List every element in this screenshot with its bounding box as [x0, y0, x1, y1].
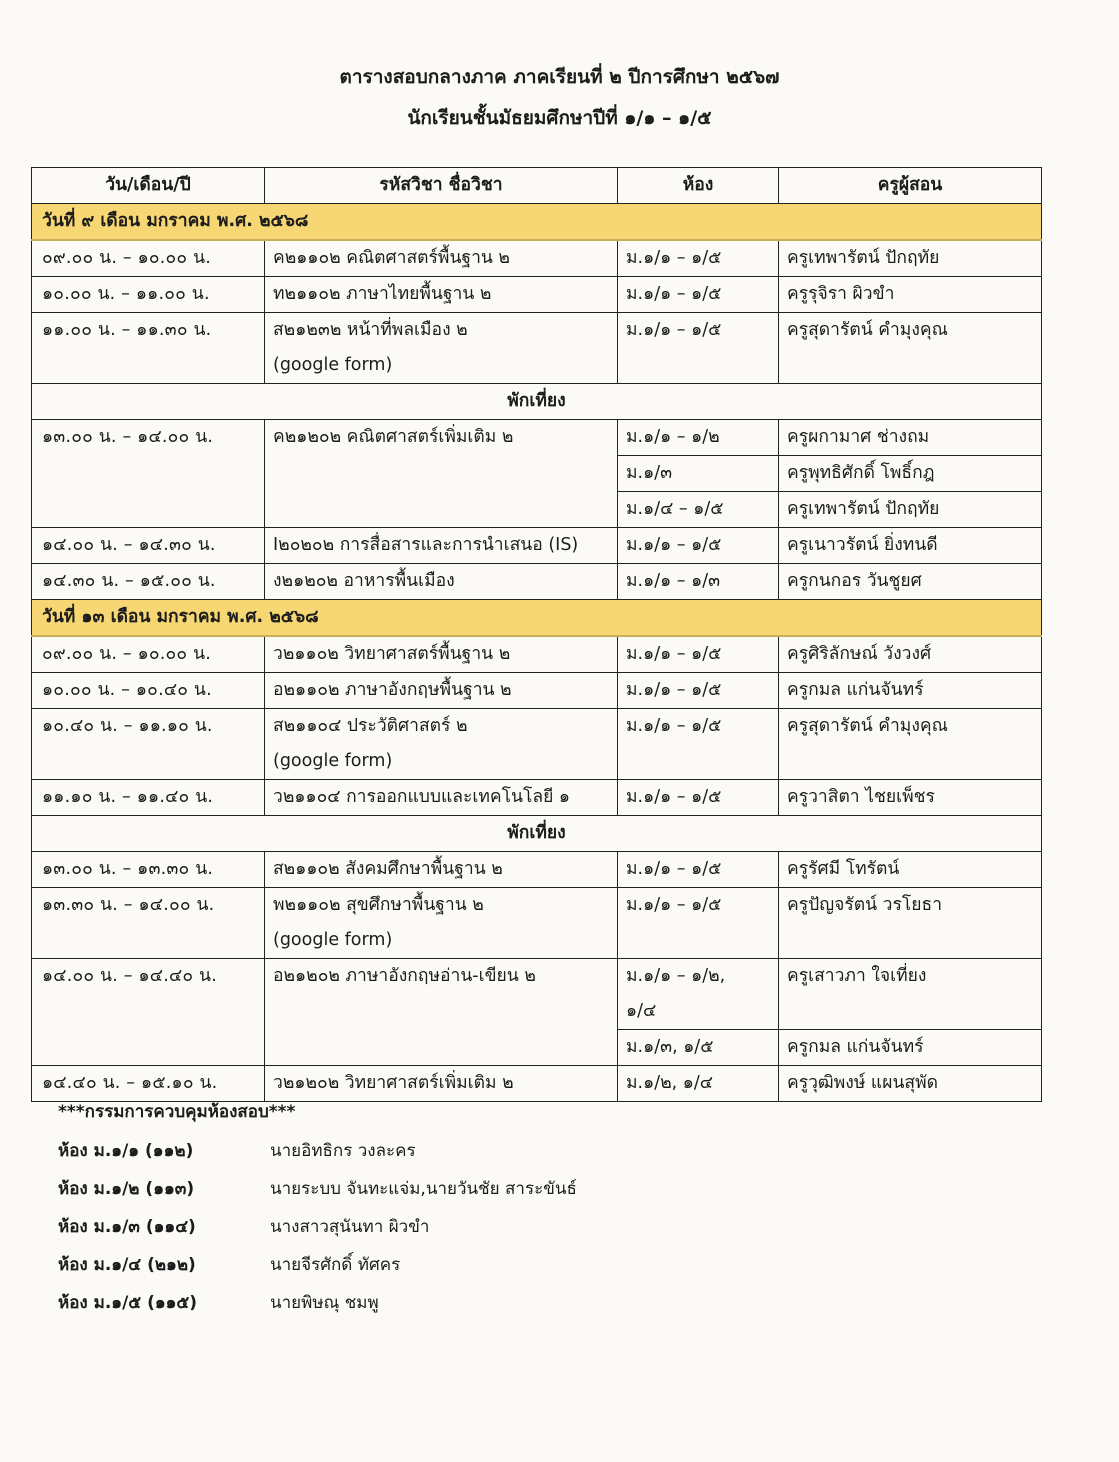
subject-note: (google form)	[273, 355, 393, 375]
table-row	[32, 313, 1042, 384]
time-cell: ๑๓.๐๐ น. – ๑๔.๐๐ น.	[32, 420, 265, 528]
teacher-cell: ครูวุฒิพงษ์ แผนสุพัด	[779, 1066, 1042, 1102]
subject-cell: ส๒๑๑๐๒ สังคมศึกษาพื้นฐาน ๒	[265, 852, 618, 888]
teacher-cell: ครูศิริลักษณ์ วังวงศ์	[779, 636, 1042, 673]
date-band: วันที่ ๑๓ เดือน มกราคม พ.ศ. ๒๕๖๘	[32, 600, 1042, 637]
date-band-row	[32, 600, 1042, 637]
table-row	[32, 709, 1042, 780]
time-cell: ๐๙.๐๐ น. – ๑๐.๐๐ น.	[32, 240, 265, 277]
room-cell: ม.๑/๑ – ๑/๕	[618, 888, 779, 959]
time-cell: ๑๓.๓๐ น. – ๑๔.๐๐ น.	[32, 888, 265, 959]
header-room: ห้อง	[618, 168, 779, 204]
list-item	[58, 1285, 577, 1323]
lunch-row	[32, 816, 1042, 852]
teacher-cell: ครูกมล แก่นจันทร์	[779, 1030, 1042, 1066]
list-item	[58, 1171, 577, 1209]
teacher-cell: ครูเทพารัตน์ ปักฤทัย	[779, 492, 1042, 528]
room-cell: ม.๑/๓, ๑/๕	[618, 1030, 779, 1066]
room-cell: ม.๑/๓	[618, 456, 779, 492]
table-row	[32, 673, 1042, 709]
room-cell: ม.๑/๑ – ๑/๕	[618, 528, 779, 564]
teacher-cell: ครูสุดารัตน์ คำมุงคุณ	[779, 313, 1042, 384]
teacher-cell: ครูกนกอร วันชูยศ	[779, 564, 1042, 600]
time-cell: ๑๐.๐๐ น. – ๑๑.๐๐ น.	[32, 277, 265, 313]
time-cell: ๑๔.๔๐ น. – ๑๕.๑๐ น.	[32, 1066, 265, 1102]
table-row	[32, 852, 1042, 888]
teacher-cell: ครูวาสิตา ไชยเพ็ชร	[779, 780, 1042, 816]
time-cell: ๐๙.๐๐ น. – ๑๐.๐๐ น.	[32, 636, 265, 673]
table-row	[32, 564, 1042, 600]
subject-cell: ท๒๑๑๐๒ ภาษาไทยพื้นฐาน ๒	[265, 277, 618, 313]
proctor-room: ห้อง ม.๑/๓ (๑๑๔)	[58, 1217, 196, 1237]
subject-note: (google form)	[273, 930, 393, 950]
subject-cell	[265, 888, 618, 959]
subject-cell: ง๒๑๒๐๒ อาหารพื้นเมือง	[265, 564, 618, 600]
subject-note: (google form)	[273, 751, 393, 771]
table-row	[32, 277, 1042, 313]
table-row	[32, 780, 1042, 816]
list-item	[58, 1209, 577, 1247]
table-row	[32, 240, 1042, 277]
table-row	[32, 528, 1042, 564]
room-value-continued: ๑/๔	[626, 1001, 657, 1021]
time-cell: ๑๑.๑๐ น. – ๑๑.๔๐ น.	[32, 780, 265, 816]
subject-name: พ๒๑๑๐๒ สุขศึกษาพื้นฐาน ๒	[273, 895, 484, 915]
time-cell: ๑๐.๐๐ น. – ๑๐.๔๐ น.	[32, 673, 265, 709]
room-cell: ม.๑/๑ – ๑/๕	[618, 636, 779, 673]
subject-cell	[265, 709, 618, 780]
page-title: ตารางสอบกลางภาค ภาคเรียนที่ ๒ ปีการศึกษา ๒๕๖๗	[339, 66, 780, 88]
proctor-name: นายอิทธิกร วงละคร	[270, 1141, 416, 1161]
date-band: วันที่ ๙ เดือน มกราคม พ.ศ. ๒๕๖๘	[32, 204, 1042, 241]
proctor-room: ห้อง ม.๑/๒ (๑๑๓)	[58, 1179, 195, 1199]
room-cell: ม.๑/๑ – ๑/๓	[618, 564, 779, 600]
room-cell: ม.๑/๒, ๑/๔	[618, 1066, 779, 1102]
subject-cell: ว๒๑๑๐๔ การออกแบบและเทคโนโลยี ๑	[265, 780, 618, 816]
page-subtitle: นักเรียนชั้นมัธยมศึกษาปีที่ ๑/๑ – ๑/๕	[407, 107, 712, 129]
teacher-cell: ครูเนาวรัตน์ ยิ่งทนดี	[779, 528, 1042, 564]
teacher-cell: ครูปัญจรัตน์ วรโยธา	[779, 888, 1042, 959]
lunch-break-label: พักเที่ยง	[32, 384, 1042, 420]
proctor-name: นายระบบ จันทะแจ่ม,นายวันชัย สาระขันธ์	[270, 1179, 577, 1199]
header-row	[32, 168, 1042, 204]
room-cell: ม.๑/๑ – ๑/๕	[618, 780, 779, 816]
subject-cell: อ๒๑๑๐๒ ภาษาอังกฤษพื้นฐาน ๒	[265, 673, 618, 709]
teacher-cell: ครูรัศมี โทรัตน์	[779, 852, 1042, 888]
room-cell: ม.๑/๑ – ๑/๕	[618, 240, 779, 277]
time-cell: ๑๔.๐๐ น. – ๑๔.๓๐ น.	[32, 528, 265, 564]
teacher-cell: ครูรุจิรา ผิวขำ	[779, 277, 1042, 313]
subject-cell: ว๒๑๒๐๒ วิทยาศาสตร์เพิ่มเติม ๒	[265, 1066, 618, 1102]
room-cell: ม.๑/๑ – ๑/๕	[618, 673, 779, 709]
proctor-name: นายจีรศักดิ์ ทัศคร	[270, 1255, 401, 1275]
list-item	[58, 1133, 577, 1171]
room-cell: ม.๑/๑ – ๑/๕	[618, 313, 779, 384]
list-item	[58, 1247, 577, 1285]
header-date: วัน/เดือน/ปี	[32, 168, 265, 204]
time-cell: ๑๑.๐๐ น. – ๑๑.๓๐ น.	[32, 313, 265, 384]
subject-cell: ค๒๑๑๐๒ คณิตศาสตร์พื้นฐาน ๒	[265, 240, 618, 277]
proctor-name: นายพิษณุ ชมพู	[270, 1293, 379, 1313]
teacher-cell: ครูพุทธิศักดิ์ โพธิ์กฎ	[779, 456, 1042, 492]
proctor-committee	[58, 1097, 577, 1323]
room-cell: ม.๑/๑ – ๑/๕	[618, 277, 779, 313]
subject-cell: อ๒๑๒๐๒ ภาษาอังกฤษอ่าน-เขียน ๒	[265, 959, 618, 1066]
teacher-cell: ครูผกามาศ ช่างถม	[779, 420, 1042, 456]
subject-cell: I๒๐๒๐๒ การสื่อสารและการนำเสนอ (IS)	[265, 528, 618, 564]
room-cell	[618, 959, 779, 1030]
teacher-cell: ครูเทพารัตน์ ปักฤทัย	[779, 240, 1042, 277]
proctor-room: ห้อง ม.๑/๔ (๒๑๒)	[58, 1255, 196, 1275]
subject-cell: ค๒๑๒๐๒ คณิตศาสตร์เพิ่มเติม ๒	[265, 420, 618, 528]
proctor-room: ห้อง ม.๑/๑ (๑๑๒)	[58, 1141, 194, 1161]
room-cell: ม.๑/๑ – ๑/๕	[618, 852, 779, 888]
room-value: ม.๑/๑ – ๑/๒,	[626, 966, 726, 986]
proctor-room: ห้อง ม.๑/๕ (๑๑๕)	[58, 1293, 198, 1313]
exam-schedule-table	[31, 167, 1042, 1102]
table-row	[32, 959, 1042, 1030]
time-cell: ๑๓.๐๐ น. – ๑๓.๓๐ น.	[32, 852, 265, 888]
header-teacher: ครูผู้สอน	[779, 168, 1042, 204]
time-cell: ๑๔.๓๐ น. – ๑๕.๐๐ น.	[32, 564, 265, 600]
time-cell: ๑๔.๐๐ น. – ๑๔.๔๐ น.	[32, 959, 265, 1066]
time-cell: ๑๐.๔๐ น. – ๑๑.๑๐ น.	[32, 709, 265, 780]
subject-cell	[265, 313, 618, 384]
date-band-row	[32, 204, 1042, 241]
room-cell: ม.๑/๔ – ๑/๕	[618, 492, 779, 528]
subject-cell: ว๒๑๑๐๒ วิทยาศาสตร์พื้นฐาน ๒	[265, 636, 618, 673]
subject-name: ส๒๑๑๐๔ ประวัติศาสตร์ ๒	[273, 716, 468, 736]
lunch-row	[32, 384, 1042, 420]
lunch-break-label: พักเที่ยง	[32, 816, 1042, 852]
teacher-cell: ครูกมล แก่นจันทร์	[779, 673, 1042, 709]
proctor-name: นางสาวสุนันทา ผิวขำ	[270, 1217, 430, 1237]
table-row	[32, 888, 1042, 959]
teacher-cell: ครูเสาวภา ใจเที่ยง	[779, 959, 1042, 1030]
subject-name: ส๒๑๒๓๒ หน้าที่พลเมือง ๒	[273, 320, 468, 340]
header-subject: รหัสวิชา ชื่อวิชา	[265, 168, 618, 204]
committee-heading: ***กรรมการควบคุมห้องสอบ***	[58, 1102, 296, 1122]
table-row	[32, 636, 1042, 673]
room-cell: ม.๑/๑ – ๑/๒	[618, 420, 779, 456]
room-cell: ม.๑/๑ – ๑/๕	[618, 709, 779, 780]
teacher-cell: ครูสุดารัตน์ คำมุงคุณ	[779, 709, 1042, 780]
table-row	[32, 420, 1042, 456]
